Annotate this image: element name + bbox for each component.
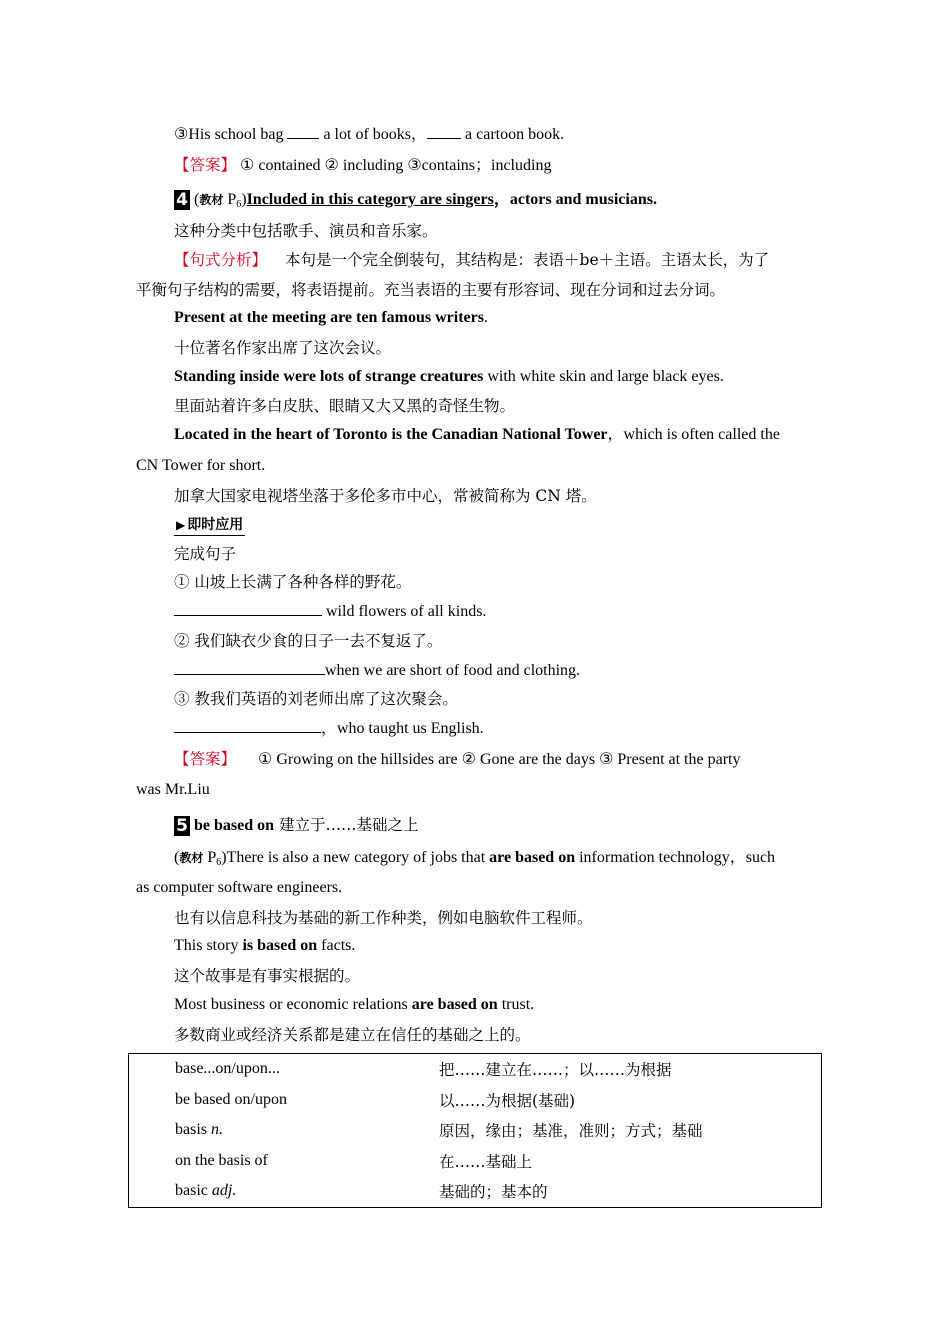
answer-blank xyxy=(174,601,322,616)
exercise-3-question xyxy=(174,124,564,145)
table-cell-meaning: 把……建立在……；以……为根据 xyxy=(439,1061,672,1080)
textbook-tag: 教材 xyxy=(199,193,224,207)
table-cell-meaning: 以……为根据(基础) xyxy=(439,1091,576,1110)
key-sentence-underlined: Included in this category are singers xyxy=(246,191,494,208)
example-3 xyxy=(174,425,814,445)
section-5-example-continued: as computer software engineers. xyxy=(136,879,343,896)
example-1-translation: 十位著名作家出席了这次会议。 xyxy=(174,339,392,357)
example-3-translation: 加拿大国家电视塔坐落于多伦多市中心，常被简称为 CN 塔。 xyxy=(174,487,597,505)
source-paren: ) xyxy=(241,191,247,208)
phrase: be based on xyxy=(194,817,275,834)
phrase-meaning: 建立于……基础之上 xyxy=(274,816,419,834)
example-3-continued: CN Tower for short. xyxy=(136,457,266,474)
example-bold: is based on xyxy=(242,937,318,954)
source-paren: ( xyxy=(174,849,180,866)
section-5-example-3-translation: 多数商业或经济关系都是建立在信任的基础之上的。 xyxy=(174,1026,531,1044)
part-of-speech: adj. xyxy=(211,1182,237,1200)
vocabulary-table xyxy=(128,1053,822,1208)
question-3-chinese: ③ 教我们英语的刘老师出席了这次聚会。 xyxy=(174,690,458,708)
answer-label: 【答案】 xyxy=(174,750,237,768)
table-cell-word xyxy=(129,1146,440,1177)
answer-text: ① Growing on the hillsides are ② Gone are the days ③ Present at the party xyxy=(258,751,741,768)
table-row xyxy=(129,1115,822,1146)
page-number: 6 xyxy=(216,857,222,868)
word: base...on/upon... xyxy=(175,1060,280,1078)
example-bold: are based on xyxy=(411,996,498,1013)
question-text: ，who taught us English. xyxy=(321,720,484,737)
page-number: 6 xyxy=(236,199,242,210)
analysis-label: 【句式分析】 xyxy=(174,251,268,269)
word: on the basis of xyxy=(175,1151,268,1169)
word: basic xyxy=(175,1182,212,1200)
example-text: facts. xyxy=(317,937,356,954)
analysis-text-continued: 平衡句子结构的需要，将表语提前。充当表语的主要有形容词、现在分词和过去分词。 xyxy=(136,281,726,299)
table-row xyxy=(129,1085,822,1116)
example-rest: . xyxy=(483,309,488,326)
textbook-tag: 教材 xyxy=(179,851,204,865)
word: be based on/upon xyxy=(175,1090,287,1108)
question-text: wild flowers of all kinds. xyxy=(322,603,487,620)
table-cell-word xyxy=(129,1054,440,1085)
question-2-english xyxy=(174,660,580,681)
table-cell-meaning: 原因，缘由；基准，准则；方式；基础 xyxy=(439,1122,703,1141)
answer-text: ① contained ② including ③contains；including xyxy=(236,157,552,174)
section-5-example-2 xyxy=(174,936,355,956)
example-text: information technology，such xyxy=(575,849,776,866)
question-text: ③His school bag xyxy=(174,126,288,143)
example-bold: Present at the meeting are ten famous writers xyxy=(174,309,484,326)
practice-tag xyxy=(174,515,245,536)
table-row xyxy=(129,1054,822,1085)
triangle-icon: ▶ xyxy=(176,518,186,532)
part-of-speech: n. xyxy=(211,1121,223,1139)
example-text: trust. xyxy=(497,996,535,1013)
example-text: This story xyxy=(174,937,243,954)
section-4-heading xyxy=(174,190,657,210)
example-bold: are based on xyxy=(489,849,576,866)
answer-blank xyxy=(287,124,319,139)
practice-title: 完成句子 xyxy=(174,545,237,563)
question-text: a cartoon book. xyxy=(461,126,565,143)
source-paren: ( xyxy=(194,191,200,208)
answer-blank xyxy=(174,718,321,733)
page-ref: P xyxy=(223,191,237,208)
key-sentence-rest: ，actors and musicians. xyxy=(493,191,657,208)
question-text: when we are short of food and clothing. xyxy=(325,662,581,679)
key-sentence-translation: 这种分类中包括歌手、演员和音乐家。 xyxy=(174,222,438,240)
example-text: There is also a new category of jobs that xyxy=(226,849,490,866)
example-text: Most business or economic relations xyxy=(174,996,412,1013)
example-rest: ，which is often called the xyxy=(607,426,780,443)
table-cell-word xyxy=(129,1176,440,1207)
section-5-heading xyxy=(174,815,418,836)
section-5-example xyxy=(174,848,814,868)
table-cell-word xyxy=(129,1085,440,1116)
table-row xyxy=(129,1146,822,1177)
question-1-english xyxy=(174,601,486,622)
example-2-translation: 里面站着许多白皮肤、眼睛又大又黑的奇怪生物。 xyxy=(174,397,516,415)
example-2 xyxy=(174,367,724,387)
section-5-example-3 xyxy=(174,995,534,1015)
answer-blank xyxy=(427,124,461,139)
example-rest: with white skin and large black eyes. xyxy=(483,368,724,385)
example-1 xyxy=(174,308,488,328)
section-number-badge: 4 xyxy=(174,190,190,210)
source-paren: ) xyxy=(221,849,227,866)
exercise-3-answer xyxy=(174,155,551,176)
table-row xyxy=(129,1176,822,1207)
section-5-example-2-translation: 这个故事是有事实根据的。 xyxy=(174,967,361,985)
example-bold: Standing inside were lots of strange creatures xyxy=(174,368,484,385)
answer-label: 【答案】 xyxy=(174,156,237,174)
question-1-chinese: ① 山坡上长满了各种各样的野花。 xyxy=(174,573,412,591)
practice-answer-continued: was Mr.Liu xyxy=(136,781,210,798)
question-2-chinese: ② 我们缺衣少食的日子一去不复返了。 xyxy=(174,632,443,650)
example-bold: Located in the heart of Toronto is the Canadian National Tower xyxy=(174,426,608,443)
table-cell-meaning: 在……基础上 xyxy=(439,1152,533,1171)
section-number-badge: 5 xyxy=(174,816,190,836)
sentence-analysis xyxy=(174,250,769,271)
question-text: a lot of books， xyxy=(319,126,428,143)
analysis-text: 本句是一个完全倒装句，其结构是：表语＋be＋主语。主语太长，为了 xyxy=(285,251,770,269)
word: basis xyxy=(175,1121,211,1139)
table-cell-meaning: 基础的；基本的 xyxy=(439,1183,548,1202)
page-ref: P xyxy=(203,849,217,866)
practice-answer xyxy=(174,749,814,770)
section-5-example-translation: 也有以信息科技为基础的新工作种类，例如电脑软件工程师。 xyxy=(174,909,593,927)
question-3-english xyxy=(174,718,484,739)
answer-blank xyxy=(174,660,325,675)
table-cell-word xyxy=(129,1115,440,1146)
practice-tag-label: 即时应用 xyxy=(187,517,244,533)
